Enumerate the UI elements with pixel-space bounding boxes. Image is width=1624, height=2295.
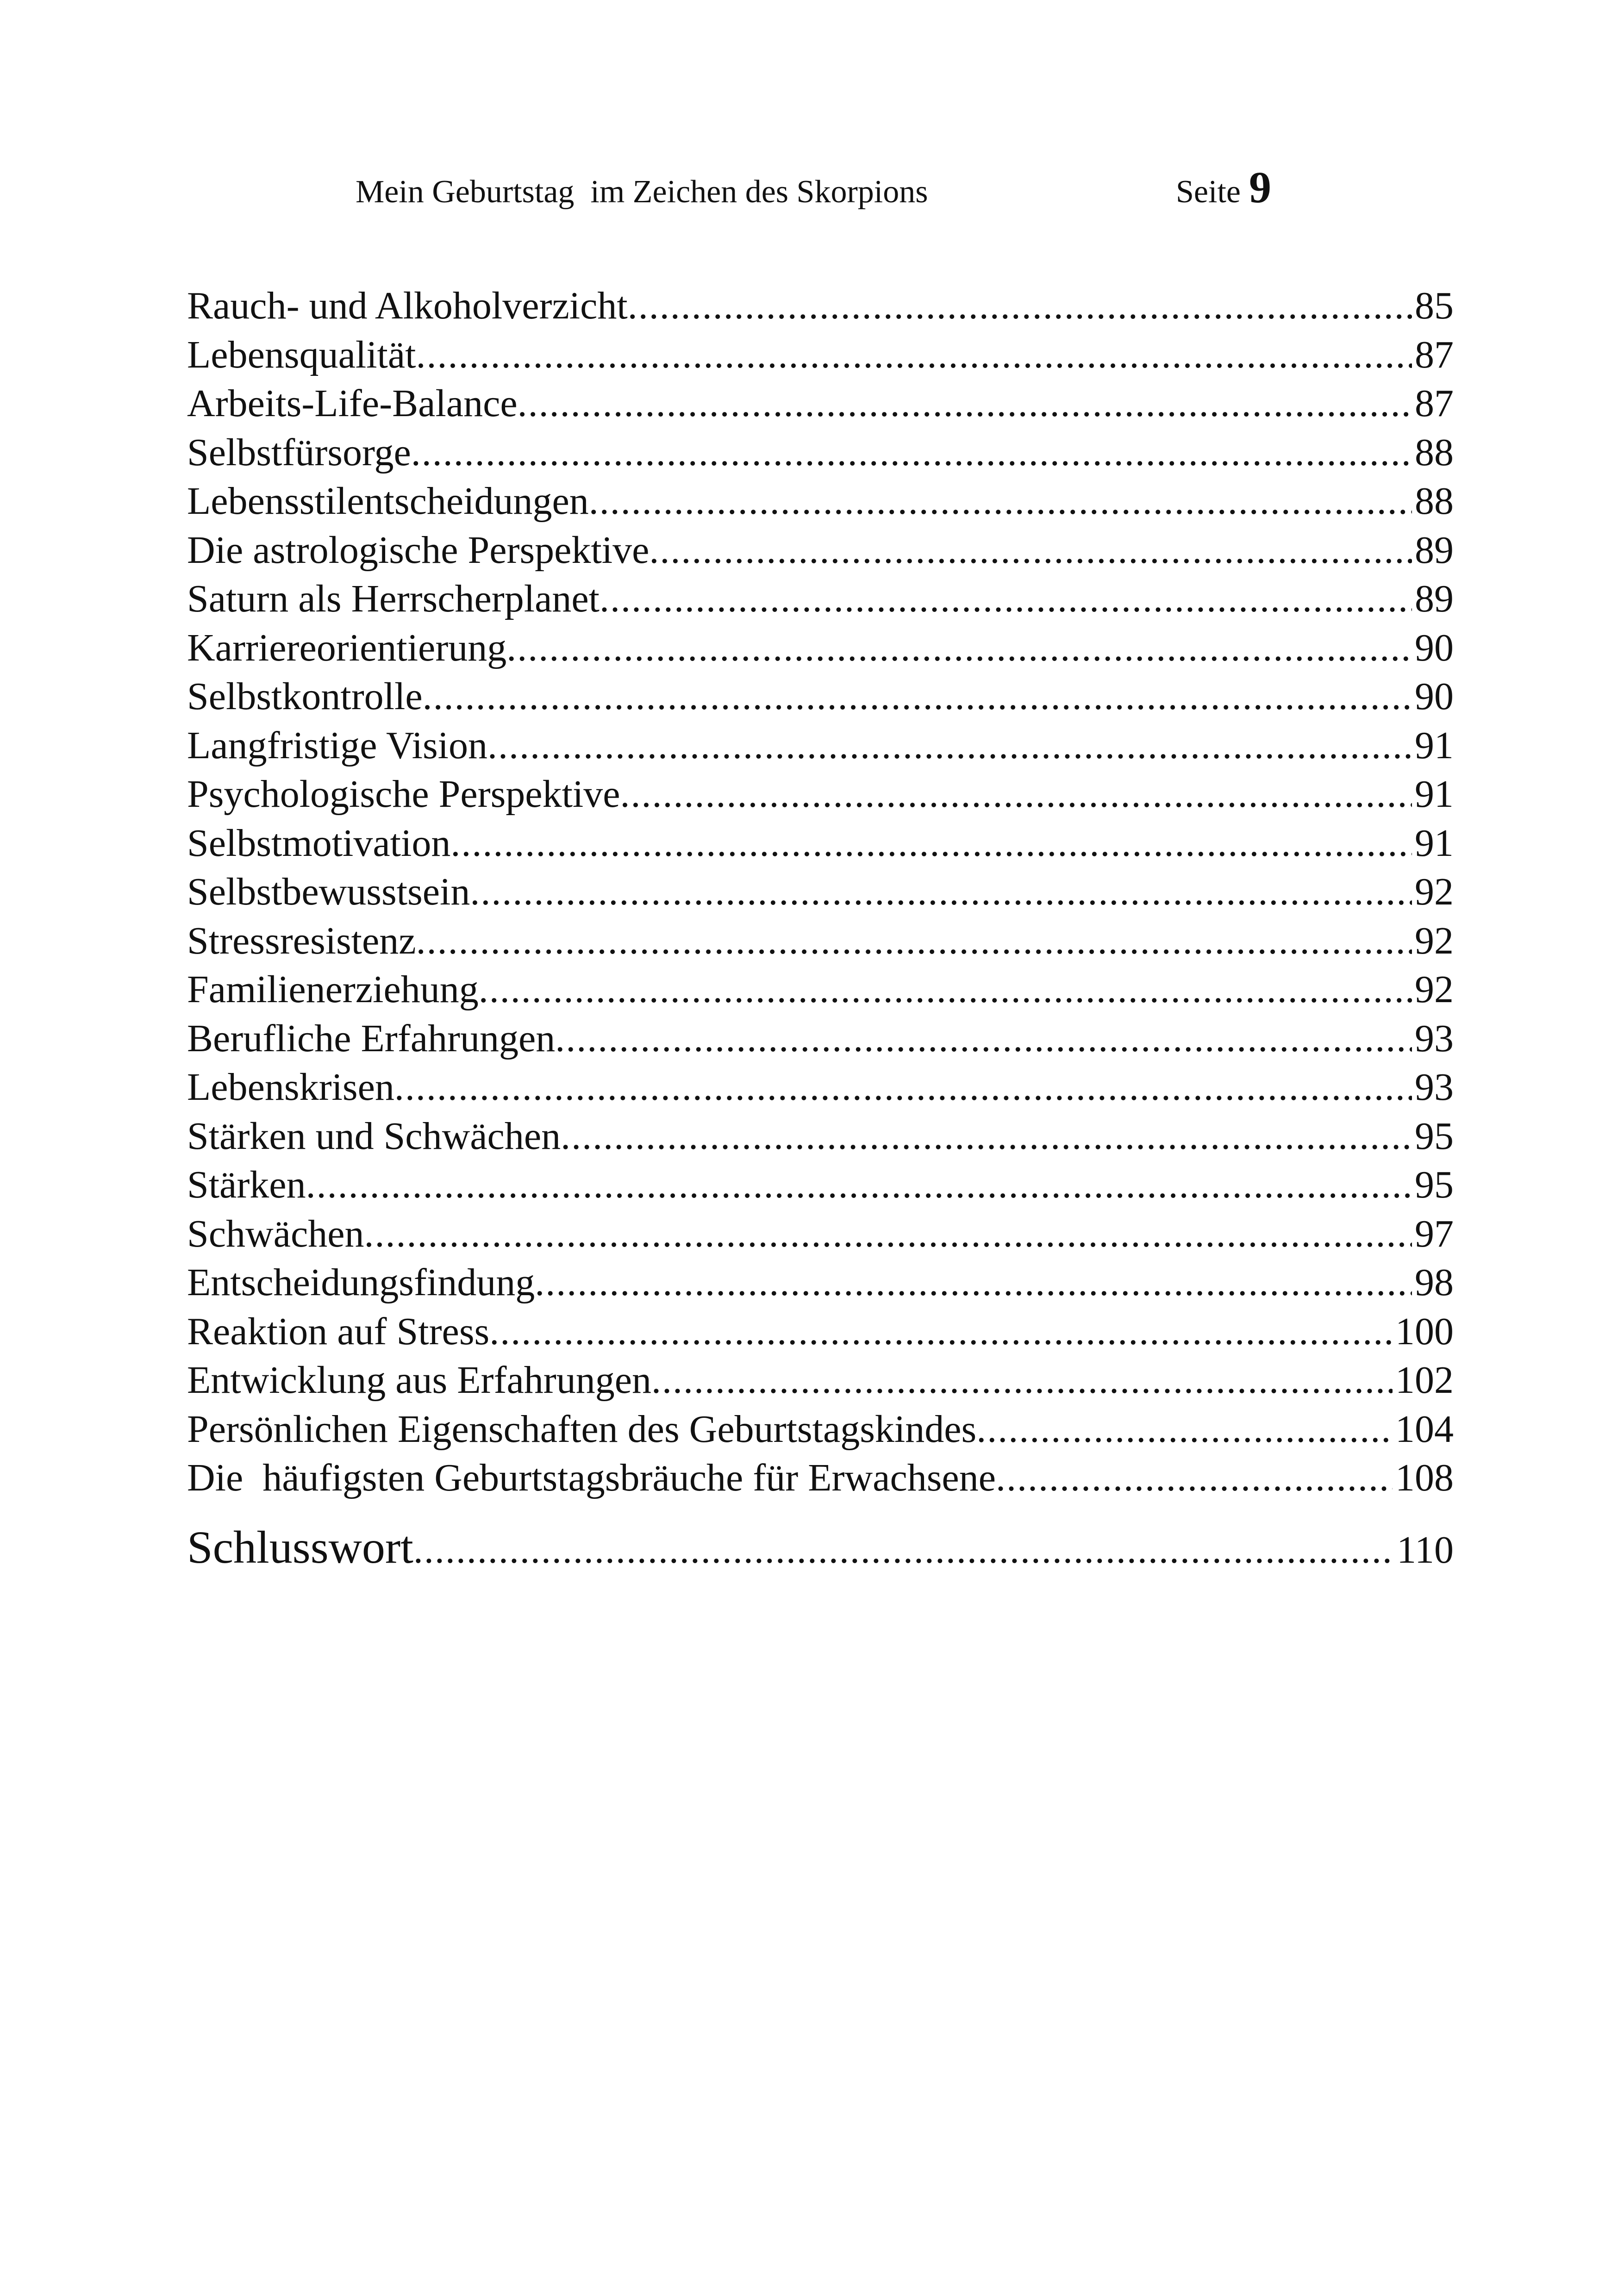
toc-entry-title: Lebenskrisen [187,1066,394,1109]
toc-entry[interactable] [187,526,1454,575]
toc-entry-page: 98 [1415,1261,1454,1304]
toc-entry[interactable] [187,867,1454,917]
toc-entry[interactable] [187,281,1454,331]
page-header [0,162,1624,222]
toc-dot-leader [651,1356,1393,1405]
page-indicator [1176,162,1271,226]
toc-dot-leader [416,917,1412,966]
toc-entry-page: 91 [1415,821,1454,865]
toc-entry-page: 93 [1415,1066,1454,1109]
toc-dot-leader [518,379,1412,428]
toc-entry-title: Langfristige Vision [187,723,487,767]
toc-entry-page: 97 [1415,1212,1454,1255]
toc-entry-title: Karriereorientierung [187,626,507,669]
toc-dot-leader [306,1160,1412,1210]
toc-entry-page: 88 [1415,480,1454,523]
toc-dot-leader [600,574,1412,624]
toc-entry-title: Selbstfürsorge [187,430,411,474]
toc-dot-leader [489,1307,1393,1356]
toc-entry[interactable] [187,672,1454,721]
toc-entry-page: 90 [1415,675,1454,718]
toc-entry[interactable] [187,379,1454,428]
toc-entry-title: Lebensstilentscheidungen [187,480,589,523]
toc-entry[interactable] [187,624,1454,673]
toc-entry[interactable] [187,1210,1454,1259]
toc-entry-title: Reaktion auf Stress [187,1310,490,1353]
toc-entry-page: 89 [1415,528,1454,572]
toc-entry[interactable] [187,1112,1454,1161]
table-of-contents [187,281,1454,1503]
page-label: Seite [1176,174,1241,210]
toc-entry-title: Schlusswort [187,1522,413,1573]
running-title: Mein Geburtstag im Zeichen des Skorpions [356,174,928,210]
toc-dot-leader [487,721,1412,770]
toc-entry-page: 108 [1395,1456,1454,1499]
toc-entry-page: 92 [1415,968,1454,1011]
toc-entry-page: 85 [1415,284,1454,327]
toc-entry[interactable] [187,1063,1454,1112]
toc-dot-leader [535,1258,1412,1307]
toc-entry-title: Die astrologische Perspektive [187,528,650,572]
toc-entry-title: Selbstbewusstsein [187,870,470,913]
toc-entry-schlusswort[interactable] [187,1517,1454,1578]
toc-entry-page: 104 [1395,1407,1454,1451]
toc-entry[interactable] [187,965,1454,1014]
toc-dot-leader [364,1210,1412,1259]
toc-entry-title: Entscheidungsfindung [187,1261,535,1304]
toc-dot-leader [450,819,1412,868]
toc-entry[interactable] [187,1258,1454,1307]
toc-entry-page: 92 [1415,870,1454,913]
toc-entry-title: Selbstkontrolle [187,675,423,718]
toc-entry[interactable] [187,477,1454,526]
toc-entry-title: Arbeits-Life-Balance [187,382,518,425]
toc-entry-page: 93 [1415,1017,1454,1060]
toc-entry-title: Die häufigsten Geburtstagsbräuche für Erwachsene [187,1456,996,1499]
toc-dot-leader [506,624,1412,673]
toc-dot-leader [996,1453,1393,1503]
toc-entry[interactable] [187,819,1454,868]
toc-entry-title: Entwicklung aus Erfahrungen [187,1359,652,1402]
toc-dot-leader [413,1520,1394,1578]
toc-dot-leader [470,867,1412,917]
toc-entry[interactable] [187,917,1454,966]
toc-dot-leader [649,526,1412,575]
toc-dot-leader [976,1405,1393,1454]
toc-entry[interactable] [187,1014,1454,1063]
toc-entry-page: 95 [1415,1163,1454,1206]
toc-entry-page: 89 [1415,577,1454,620]
toc-entry[interactable] [187,1405,1454,1454]
toc-entry-title: Persönlichen Eigenschaften des Geburtstagskindes [187,1407,977,1451]
toc-entry-page: 95 [1415,1114,1454,1158]
toc-entry[interactable] [187,770,1454,819]
toc-dot-leader [589,477,1412,526]
toc-entry-title: Stärken und Schwächen [187,1114,561,1158]
toc-entry-page: 92 [1415,919,1454,962]
toc-entry-title: Selbstmotivation [187,821,451,865]
toc-entry-page: 91 [1415,723,1454,767]
toc-entry-page: 110 [1397,1528,1454,1572]
toc-dot-leader [555,1014,1412,1063]
toc-entry-title: Stressresistenz [187,919,416,962]
toc-entry[interactable] [187,1453,1454,1503]
toc-entry-page: 88 [1415,430,1454,474]
toc-entry[interactable] [187,1160,1454,1210]
toc-dot-leader [394,1063,1412,1112]
toc-dot-leader [620,770,1412,819]
toc-entry-page: 91 [1415,773,1454,816]
toc-entry-title: Saturn als Herrscherplanet [187,577,600,620]
toc-dot-leader [628,281,1412,331]
toc-entry[interactable] [187,331,1454,380]
toc-entry-page: 102 [1395,1359,1454,1402]
toc-dot-leader [423,672,1412,721]
toc-entry-title: Stärken [187,1163,306,1206]
toc-entry-page: 100 [1395,1310,1454,1353]
toc-entry-page: 90 [1415,626,1454,669]
toc-entry[interactable] [187,721,1454,770]
toc-dot-leader [479,965,1412,1014]
page-number: 9 [1249,162,1271,212]
toc-entry[interactable] [187,1356,1454,1405]
toc-entry-title: Berufliche Erfahrungen [187,1017,556,1060]
toc-entry-title: Rauch- und Alkoholverzicht [187,284,628,327]
toc-entry-page: 87 [1415,333,1454,376]
toc-entry-title: Schwächen [187,1212,364,1255]
toc-entry-title: Familienerziehung [187,968,479,1011]
toc-entry[interactable] [187,574,1454,624]
toc-entry-title: Psychologische Perspektive [187,773,620,816]
toc-entry-page: 87 [1415,382,1454,425]
toc-dot-leader [416,331,1412,380]
toc-entry[interactable] [187,1307,1454,1356]
toc-entry-title: Lebensqualität [187,333,416,376]
toc-dot-leader [561,1112,1412,1161]
toc-dot-leader [411,428,1412,477]
toc-entry[interactable] [187,428,1454,477]
